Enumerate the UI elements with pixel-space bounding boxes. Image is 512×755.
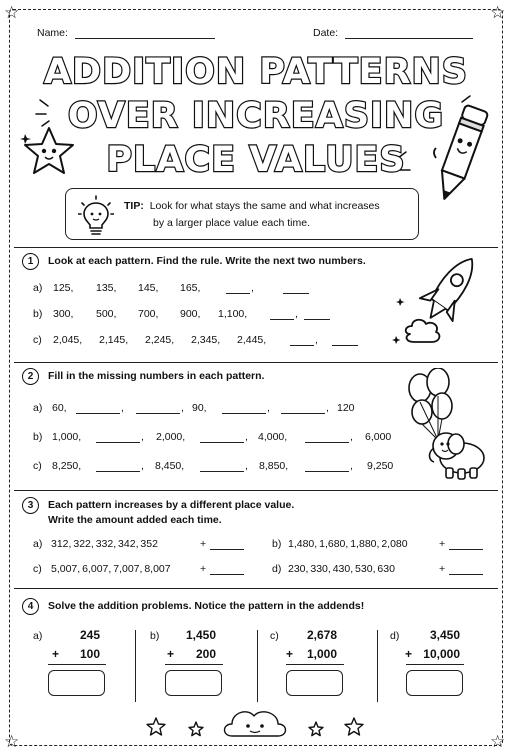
- pencil-character-icon: [430, 100, 492, 212]
- corner-star-icon: ☆: [4, 732, 20, 751]
- pattern-number: 135,: [96, 282, 117, 294]
- pattern-number: 145,: [138, 282, 159, 294]
- sum-line: [48, 664, 106, 665]
- section-number-4: 4: [22, 598, 39, 615]
- tip-line-2: by a larger place value each time.: [153, 217, 311, 229]
- section2-instruction: Fill in the missing numbers in each pattern.: [48, 370, 265, 382]
- tip-line-1: Look for what stays the same and what increases: [149, 200, 380, 212]
- date-label: Date:: [313, 27, 339, 39]
- pattern-number: 2,445,: [237, 334, 267, 346]
- answer-blank[interactable]: [305, 430, 349, 443]
- addend-bottom: 100: [79, 647, 100, 661]
- sum-line: [406, 664, 464, 665]
- tip-box: [65, 188, 419, 240]
- addend-bottom: 1,000: [306, 647, 337, 661]
- answer-blank[interactable]: [96, 430, 140, 443]
- answer-blank[interactable]: [283, 281, 309, 294]
- answer-blank[interactable]: [200, 430, 244, 443]
- pattern-number: 6,000: [365, 431, 392, 443]
- section4-instruction: Solve the addition problems. Notice the pattern in the addends!: [48, 600, 365, 612]
- plus-sign: +: [52, 647, 60, 661]
- pattern-number: 8,450,: [155, 460, 185, 472]
- answer-blank[interactable]: [332, 333, 358, 346]
- corner-star-icon: ☆: [490, 732, 506, 751]
- name-field[interactable]: [37, 27, 215, 39]
- answer-blank[interactable]: [226, 281, 250, 294]
- pattern-number: 8,250,: [52, 460, 82, 472]
- title-line-3: PLACE VALUES: [106, 140, 406, 180]
- tip-text: [124, 198, 414, 232]
- tip-label: TIP:: [124, 200, 144, 212]
- corner-star-icon: ☆: [4, 3, 20, 22]
- title-line-2: OVER INCREASING: [67, 96, 445, 136]
- section-divider: [14, 247, 498, 248]
- plus-sign: +: [200, 538, 207, 550]
- answer-blank[interactable]: [305, 459, 349, 472]
- date-line[interactable]: [345, 38, 473, 39]
- pattern-number: 1,000,: [52, 431, 82, 443]
- row-label: c): [33, 460, 42, 472]
- name-line[interactable]: [75, 38, 215, 39]
- pattern-number: 2,345,: [191, 334, 221, 346]
- pattern-number: 2,145,: [99, 334, 129, 346]
- plus-sign: +: [200, 563, 207, 575]
- answer-blank[interactable]: [304, 307, 330, 320]
- pattern-number: 120: [337, 402, 355, 414]
- section-number-1: 1: [22, 253, 39, 270]
- plus-sign: +: [405, 647, 413, 661]
- section-divider: [14, 362, 498, 363]
- bottom-decor: [140, 704, 372, 744]
- section-divider: [14, 588, 498, 589]
- answer-blank[interactable]: [281, 401, 325, 414]
- pattern-number: 700,: [138, 308, 159, 320]
- column-divider: [377, 630, 378, 702]
- plus-sign: +: [439, 563, 446, 575]
- pattern-number: 125,: [53, 282, 74, 294]
- pattern-number: 2,045,: [53, 334, 83, 346]
- pattern-number: 165,: [180, 282, 201, 294]
- pattern-number: 900,: [180, 308, 201, 320]
- pattern-sequence: 5,007, 6,007, 7,007, 8,007: [51, 563, 171, 575]
- sum-line: [286, 664, 344, 665]
- pattern-sequence: 230, 330, 430, 530, 630: [288, 563, 395, 575]
- section-number-2: 2: [22, 368, 39, 385]
- row-label: b): [33, 308, 43, 320]
- section3-instruction-line-2: Write the amount added each time.: [48, 514, 222, 526]
- addend-top: 2,678: [306, 628, 337, 642]
- title-line-1: ADDITION PATTERNS: [43, 52, 469, 92]
- lightbulb-icon: [78, 195, 114, 237]
- pattern-number: 4,000,: [258, 431, 288, 443]
- answer-blank[interactable]: [200, 459, 244, 472]
- section1-instruction: Look at each pattern. Find the rule. Write the next two numbers.: [48, 255, 366, 267]
- corner-star-icon: ☆: [490, 3, 506, 22]
- answer-blank[interactable]: [449, 537, 483, 550]
- addend-top: 1,450: [185, 628, 216, 642]
- answer-box[interactable]: [286, 670, 343, 696]
- pattern-number: 1,100,: [218, 308, 248, 320]
- name-label: Name:: [37, 27, 68, 39]
- plus-sign: +: [439, 538, 446, 550]
- row-label: a): [33, 282, 43, 294]
- addend-top: 245: [79, 628, 100, 642]
- answer-blank[interactable]: [96, 459, 140, 472]
- pattern-number: 300,: [53, 308, 74, 320]
- answer-blank[interactable]: [222, 401, 266, 414]
- answer-blank[interactable]: [270, 307, 294, 320]
- pattern-number: 500,: [96, 308, 117, 320]
- problem-label: a): [33, 630, 43, 642]
- plus-sign: +: [167, 647, 175, 661]
- worksheet-page: ☆ ☆ ☆ ☆ Name: Date: ADDITION PATTERNS OVER INCREASING PLACE VALUES TIP: Look for what stays the same and what increases by a larger place value each time. 1 Look at each pattern. Find the rule. Write the next two numbers. a) 125, 135, 145, 165, , b) 300, 500, 700, 900, 1,100, , c) 2,045, 2,145, 2,245, 2,345, 2,445, , 2 Fill in the missing numbers in each pattern. a) 60, , , 90, , , 120 b) 1,000, , 2,000, , 4,000, , 6,000 c) 8,250, , 8,450, , 8,850, , 9,250 3 Each pattern increases by a different place value. Write the amount added each time. a) 312, 322, 332, 342, 352 + b) 1,480, 1,680, 1,880, 2,080 + c) 5,007, 6,007, 7,007, 8,007 + d) 230, 330, 430, 530, 630 + 4 Solve the addition problems. Notice the pattern in the addends! a) 245 + 100 b) 1,450 + 200 c) 2,678 + 1,000 d) 3,450 + 10,000: [0, 0, 512, 755]
- plus-sign: +: [286, 647, 294, 661]
- pattern-number: 60,: [52, 402, 67, 414]
- answer-box[interactable]: [48, 670, 105, 696]
- star-face-icon: [20, 124, 78, 180]
- row-label: b): [33, 431, 43, 443]
- item-label: d): [272, 563, 282, 575]
- pattern-number: 9,250: [367, 460, 394, 472]
- answer-blank[interactable]: [290, 333, 314, 346]
- item-label: c): [33, 563, 42, 575]
- answer-blank[interactable]: [210, 562, 244, 575]
- item-label: a): [33, 538, 43, 550]
- addend-bottom: 200: [195, 647, 216, 661]
- problem-label: b): [150, 630, 160, 642]
- answer-blank[interactable]: [449, 562, 483, 575]
- addend-bottom: 10,000: [423, 647, 460, 661]
- problem-label: d): [390, 630, 400, 642]
- section-number-3: 3: [22, 497, 39, 514]
- section-divider: [14, 490, 498, 491]
- answer-blank[interactable]: [76, 401, 120, 414]
- column-divider: [257, 630, 258, 702]
- answer-blank[interactable]: [136, 401, 180, 414]
- column-divider: [135, 630, 136, 702]
- pattern-sequence: 312, 322, 332, 342, 352: [51, 538, 158, 550]
- pattern-sequence: 1,480, 1,680, 1,880, 2,080: [288, 538, 408, 550]
- problem-label: c): [270, 630, 279, 642]
- sum-line: [165, 664, 223, 665]
- row-label: a): [33, 402, 43, 414]
- row-label: c): [33, 334, 42, 346]
- answer-blank[interactable]: [210, 537, 244, 550]
- elephant-balloons-icon: [400, 368, 490, 484]
- pattern-number: 2,000,: [156, 431, 186, 443]
- pattern-number: 8,850,: [259, 460, 289, 472]
- pattern-number: 90,: [192, 402, 207, 414]
- item-label: b): [272, 538, 282, 550]
- section3-instruction: [48, 498, 294, 528]
- section3-instruction-line-1: Each pattern increases by a different place value.: [48, 499, 295, 511]
- date-field[interactable]: [313, 27, 473, 39]
- addend-top: 3,450: [429, 628, 460, 642]
- answer-box[interactable]: [165, 670, 222, 696]
- answer-box[interactable]: [406, 670, 463, 696]
- pattern-number: 2,245,: [145, 334, 175, 346]
- rocket-icon: [392, 250, 492, 354]
